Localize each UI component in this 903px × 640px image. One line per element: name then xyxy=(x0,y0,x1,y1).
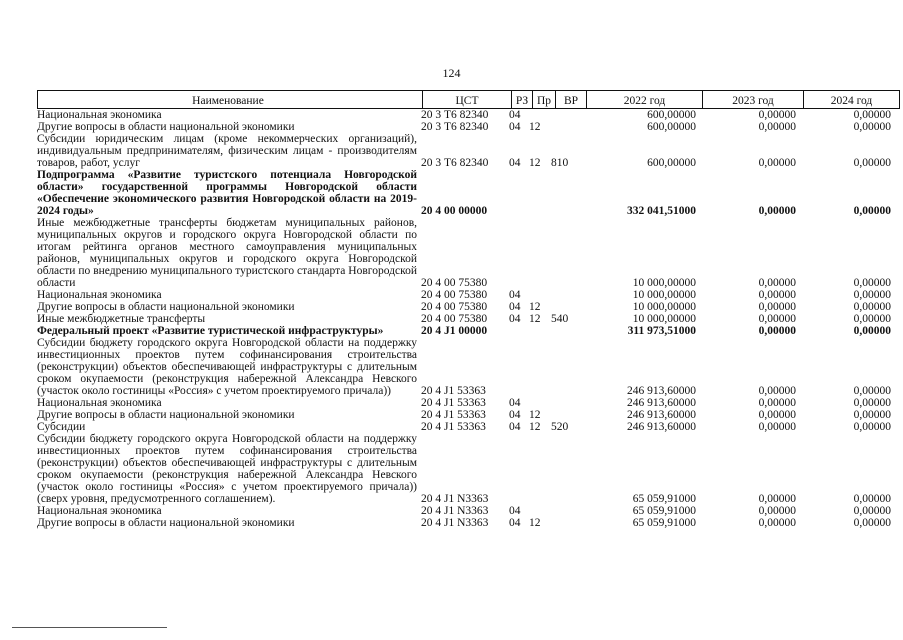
row-2024-value: 0,00000 xyxy=(853,385,891,397)
row-2022-value: 332 041,51000 xyxy=(627,205,696,217)
header-pr: Пр xyxy=(533,91,556,109)
row-2022-value: 246 913,60000 xyxy=(627,409,696,421)
row-name xyxy=(37,121,421,133)
row-vr: 520 xyxy=(551,421,569,433)
row-2023-value: 0,00000 xyxy=(758,205,796,217)
row-name-text: Подпрограмма «Развитие туристского потенциала Новгородской области» государственной программы Новгородской области «Обеспечение экономического развития Новгородской области на 2019-2024 годы» xyxy=(37,169,417,217)
row-vr xyxy=(551,289,581,301)
row-pr: 12 xyxy=(529,421,541,433)
row-cst: 20 4 J1 53363 xyxy=(421,397,486,409)
row-rz xyxy=(509,217,529,289)
header-vr: ВР xyxy=(556,91,587,109)
table-row xyxy=(37,517,891,529)
row-vr xyxy=(551,517,581,529)
row-2022-value: 246 913,60000 xyxy=(627,385,696,397)
row-pr: 12 xyxy=(529,409,541,421)
row-name-text: Субсидии бюджету городского округа Новгородской области на поддержку инвестиционных проектов путем софинансирования строительства (реконструкции) объектов обеспечивающей инфраструктуры с длительным сроком окупаемости (реконструкция набережной Александра Невского (участок около гостиницы «Россия» с учетом проектируемого причала)) xyxy=(37,337,417,397)
row-name-text: Другие вопросы в области национальной экономики xyxy=(37,121,295,133)
row-name xyxy=(37,313,421,325)
row-2023-value: 0,00000 xyxy=(758,421,796,433)
row-2024-value: 0,00000 xyxy=(853,313,891,325)
row-2024-value: 0,00000 xyxy=(853,157,891,169)
row-cst: 20 4 00 00000 xyxy=(421,205,488,217)
row-name xyxy=(37,433,421,505)
row-rz: 04 xyxy=(509,421,521,433)
row-2024-value: 0,00000 xyxy=(853,517,891,529)
row-2024-value: 0,00000 xyxy=(853,505,891,517)
row-rz xyxy=(509,433,529,505)
row-name-text: Другие вопросы в области национальной экономики xyxy=(37,301,295,313)
row-name-text: Субсидии бюджету городского округа Новгородской области на поддержку инвестиционных проектов путем софинансирования строительства (реконструкции) объектов обеспечивающей инфраструктуры с длительным сроком окупаемости (реконструкция набережной Александра Невского (участок около гостиницы «Россия» с учетом проектируемого причала)) (сверх уровня, предусмотренного соглашением). xyxy=(37,433,417,505)
row-cst: 20 3 Т6 82340 xyxy=(421,157,489,169)
table-row xyxy=(37,217,891,289)
row-name-text: Другие вопросы в области национальной экономики xyxy=(37,517,295,529)
table-row xyxy=(37,133,891,169)
row-2023-value: 0,00000 xyxy=(758,493,796,505)
row-vr xyxy=(551,169,581,217)
table-row xyxy=(37,301,891,313)
row-name xyxy=(37,133,421,169)
row-2024-value: 0,00000 xyxy=(853,205,891,217)
row-cst: 20 4 J1 N3363 xyxy=(421,505,489,517)
row-pr: 12 xyxy=(529,157,541,169)
row-name-text: Другие вопросы в области национальной экономики xyxy=(37,409,295,421)
row-2022-value: 10 000,00000 xyxy=(632,301,696,313)
row-2022-value: 246 913,60000 xyxy=(627,397,696,409)
header-2023: 2023 год xyxy=(703,91,804,109)
row-rz: 04 xyxy=(509,313,521,325)
row-pr xyxy=(529,289,551,301)
row-cst: 20 4 J1 53363 xyxy=(421,421,486,433)
table-row xyxy=(37,121,891,133)
row-name xyxy=(37,421,421,433)
row-name xyxy=(37,505,421,517)
table-header xyxy=(37,90,900,109)
row-cst: 20 4 00 75380 xyxy=(421,301,488,313)
row-vr: 810 xyxy=(551,157,569,169)
row-2024-value: 0,00000 xyxy=(853,289,891,301)
row-name-text: Национальная экономика xyxy=(37,289,162,301)
row-vr xyxy=(551,505,581,517)
row-2022-value: 65 059,91000 xyxy=(632,493,696,505)
footer-rule xyxy=(12,627,167,628)
row-name xyxy=(37,517,421,529)
row-cst: 20 4 J1 00000 xyxy=(421,325,488,337)
row-cst: 20 4 J1 53363 xyxy=(421,385,486,397)
row-name xyxy=(37,325,421,337)
row-name xyxy=(37,109,421,121)
row-rz: 04 xyxy=(509,505,521,517)
row-2022-value: 600,00000 xyxy=(647,157,696,169)
row-rz xyxy=(509,337,529,397)
row-2023-value: 0,00000 xyxy=(758,505,796,517)
table-row xyxy=(37,289,891,301)
table-row xyxy=(37,169,891,217)
row-2023-value: 0,00000 xyxy=(758,385,796,397)
row-name-text: Субсидии юридическим лицам (кроме некоммерческих организаций), индивидуальным предпринимателям, физическим лицам - производителям товаров, работ, услуг xyxy=(37,133,417,169)
table-row xyxy=(37,325,891,337)
table-row xyxy=(37,409,891,421)
row-cst: 20 4 00 75380 xyxy=(421,313,488,325)
row-name xyxy=(37,337,421,397)
row-rz: 04 xyxy=(509,301,521,313)
row-name xyxy=(37,409,421,421)
row-name-text: Федеральный проект «Развитие туристической инфраструктуры» xyxy=(37,325,384,337)
row-pr xyxy=(529,217,551,289)
row-pr: 12 xyxy=(529,313,541,325)
row-name xyxy=(37,169,421,217)
row-2024-value: 0,00000 xyxy=(853,397,891,409)
row-2024-value: 0,00000 xyxy=(853,109,891,121)
row-name-text: Иные межбюджетные трансферты бюджетам муниципальных районов, муниципальных округов и городского округа Новгородской области по итогам рейтинга органов местного самоуправления муниципальных районов, муниципальных округов и городского округа Новгородской области по внедрению муниципального туристского стандарта Новгородской области xyxy=(37,217,417,289)
row-rz: 04 xyxy=(509,121,521,133)
row-2022-value: 10 000,00000 xyxy=(632,289,696,301)
row-cst: 20 4 00 75380 xyxy=(421,289,488,301)
row-cst: 20 4 J1 N3363 xyxy=(421,517,489,529)
row-pr xyxy=(529,433,551,505)
row-rz: 04 xyxy=(509,157,521,169)
row-2022-value: 10 000,00000 xyxy=(632,313,696,325)
row-2024-value: 0,00000 xyxy=(853,493,891,505)
row-vr xyxy=(551,337,581,397)
row-name xyxy=(37,397,421,409)
row-2023-value: 0,00000 xyxy=(758,313,796,325)
row-rz: 04 xyxy=(509,289,521,301)
row-2024-value: 0,00000 xyxy=(853,277,891,289)
row-pr: 12 xyxy=(529,517,541,529)
row-2023-value: 0,00000 xyxy=(758,397,796,409)
row-pr xyxy=(529,337,551,397)
row-pr: 12 xyxy=(529,121,541,133)
row-2022-value: 600,00000 xyxy=(647,121,696,133)
row-2024-value: 0,00000 xyxy=(853,325,891,337)
row-2022-value: 10 000,00000 xyxy=(632,277,696,289)
row-2022-value: 65 059,91000 xyxy=(632,505,696,517)
row-2023-value: 0,00000 xyxy=(758,301,796,313)
row-name xyxy=(37,301,421,313)
row-2023-value: 0,00000 xyxy=(758,109,796,121)
row-2024-value: 0,00000 xyxy=(853,409,891,421)
row-vr xyxy=(551,301,581,313)
row-2023-value: 0,00000 xyxy=(758,277,796,289)
row-2024-value: 0,00000 xyxy=(853,301,891,313)
page-number: 124 xyxy=(442,66,461,80)
row-name-text: Национальная экономика xyxy=(37,109,162,121)
table-row xyxy=(37,421,891,433)
row-cst: 20 4 00 75380 xyxy=(421,277,488,289)
table-row xyxy=(37,109,891,121)
row-name-text: Национальная экономика xyxy=(37,397,162,409)
row-cst: 20 3 Т6 82340 xyxy=(421,109,489,121)
table-row xyxy=(37,397,891,409)
row-vr: 540 xyxy=(551,313,569,325)
row-pr xyxy=(529,505,551,517)
row-2024-value: 0,00000 xyxy=(853,121,891,133)
row-vr xyxy=(551,109,581,121)
row-pr xyxy=(529,109,551,121)
row-2023-value: 0,00000 xyxy=(758,517,796,529)
row-rz xyxy=(509,169,529,217)
row-rz: 04 xyxy=(509,109,521,121)
header-2022: 2022 год xyxy=(587,91,703,109)
row-name xyxy=(37,217,421,289)
row-cst: 20 3 Т6 82340 xyxy=(421,121,489,133)
row-rz xyxy=(509,325,529,337)
row-rz: 04 xyxy=(509,397,521,409)
table-row xyxy=(37,505,891,517)
row-vr xyxy=(551,217,581,289)
row-vr xyxy=(551,121,581,133)
row-pr: 12 xyxy=(529,301,541,313)
row-vr xyxy=(551,433,581,505)
row-2022-value: 65 059,91000 xyxy=(632,517,696,529)
header-cst: ЦСТ xyxy=(423,91,512,109)
table-row xyxy=(37,337,891,397)
row-vr xyxy=(551,409,581,421)
row-2023-value: 0,00000 xyxy=(758,121,796,133)
row-cst: 20 4 J1 N3363 xyxy=(421,493,489,505)
header-2024: 2024 год xyxy=(804,91,900,109)
row-pr xyxy=(529,397,551,409)
row-2024-value: 0,00000 xyxy=(853,421,891,433)
row-vr xyxy=(551,325,581,337)
table-row xyxy=(37,433,891,505)
row-rz: 04 xyxy=(509,517,521,529)
row-2023-value: 0,00000 xyxy=(758,289,796,301)
budget-table xyxy=(37,109,891,529)
header-name: Наименование xyxy=(38,91,423,109)
row-rz: 04 xyxy=(509,409,521,421)
row-2023-value: 0,00000 xyxy=(758,409,796,421)
row-pr xyxy=(529,169,551,217)
row-cst: 20 4 J1 53363 xyxy=(421,409,486,421)
row-2022-value: 246 913,60000 xyxy=(627,421,696,433)
row-name-text: Национальная экономика xyxy=(37,505,162,517)
row-name-text: Субсидии xyxy=(37,421,86,433)
table-row xyxy=(37,313,891,325)
row-name xyxy=(37,289,421,301)
row-2023-value: 0,00000 xyxy=(758,157,796,169)
row-vr xyxy=(551,397,581,409)
row-2022-value: 600,00000 xyxy=(647,109,696,121)
header-row xyxy=(38,91,900,109)
row-2022-value: 311 973,51000 xyxy=(627,325,696,337)
row-pr xyxy=(529,325,551,337)
header-rz: РЗ xyxy=(512,91,533,109)
budget-table-body xyxy=(37,109,891,529)
row-name-text: Иные межбюджетные трансферты xyxy=(37,313,206,325)
row-2023-value: 0,00000 xyxy=(758,325,796,337)
